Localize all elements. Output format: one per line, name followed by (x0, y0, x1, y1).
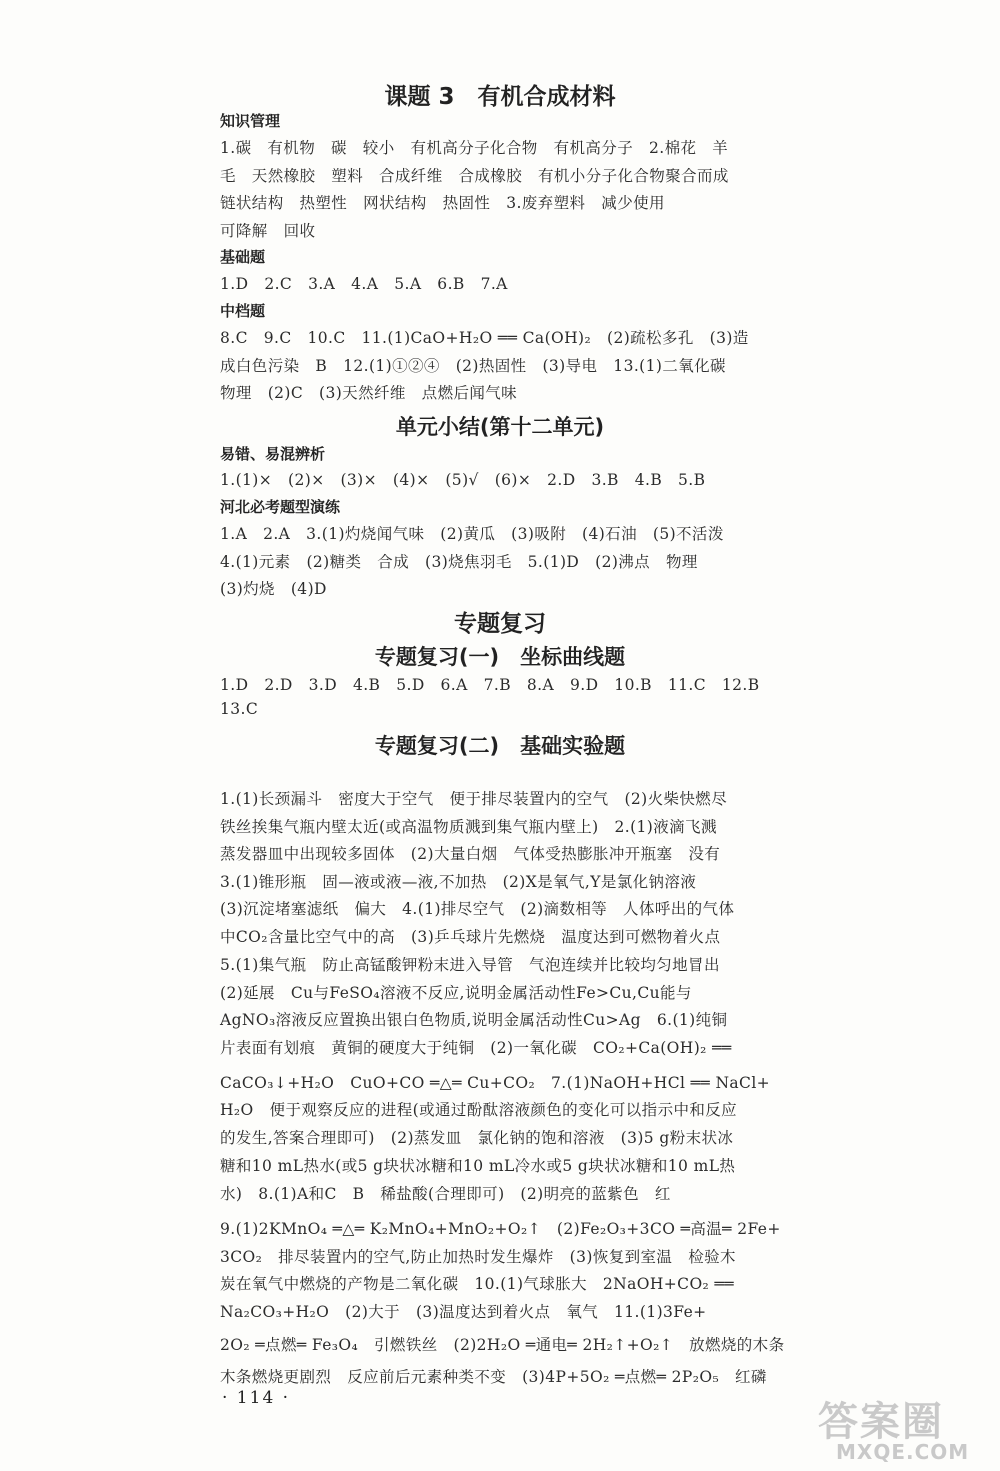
answer-line: 3CO₂ 排尽装置内的空气,防止加热时发生爆炸 (3)恢复到室温 检验木 (220, 1248, 736, 1266)
answer-line: AgNO₃溶液反应置换出银白色物质,说明金属活动性Cu>Ag 6.(1)纯铜 (220, 1011, 728, 1029)
section-medium: 中档题 (220, 302, 266, 320)
answer-line: 炭在氧气中燃烧的产物是二氧化碳 10.(1)气球胀大 2NaOH+CO₂ ══ (220, 1275, 734, 1293)
section-basic: 基础题 (220, 248, 266, 266)
watermark-logo: 答案圈 (818, 1399, 944, 1445)
answer-line: 水) 8.(1)A和C B 稀盐酸(合理即可) (2)明亮的蓝紫色 红 (220, 1185, 671, 1203)
answer-line: 1.D 2.C 3.A 4.A 5.A 6.B 7.A (220, 275, 508, 293)
answer-line: 1.A 2.A 3.(1)灼烧闻气味 (2)黄瓜 (3)吸附 (4)石油 (5)不活泼 (220, 525, 724, 543)
page-number: · 114 · (222, 1388, 291, 1408)
section-hebei: 河北必考题型演练 (220, 498, 341, 516)
section-knowledge: 知识管理 (220, 112, 281, 130)
topic1-title: 专题复习(一) 坐标曲线题 (374, 645, 626, 669)
answer-line: 中CO₂含量比空气中的高 (3)乒乓球片先燃烧 温度达到可燃物着火点 (220, 928, 721, 946)
answer-line: 的发生,答案合理即可) (2)蒸发皿 氯化钠的饱和溶液 (3)5 g粉末状冰 (220, 1129, 734, 1147)
answer-line: 物理 (2)C (3)天然纤维 点燃后闻气味 (220, 384, 518, 402)
answer-line: 成白色污染 B 12.(1)①②④ (2)热固性 (3)导电 13.(1)二氧化碳 (220, 357, 726, 375)
answer-line: (3)沉淀堵塞滤纸 偏大 4.(1)排尽空气 (2)滴数相等 人体呼出的气体 (220, 900, 735, 918)
answer-line: 毛 天然橡胶 塑料 合成纤维 合成橡胶 有机小分子化合物聚合而成 (220, 167, 729, 185)
answer-line: 铁丝挨集气瓶内壁太近(或高温物质溅到集气瓶内壁上) 2.(1)液滴飞溅 (220, 818, 717, 836)
answer-line: 9.(1)2KMnO₄ ═△═ K₂MnO₄+MnO₂+O₂↑ (2)Fe₂O₃+3CO ═高温═ 2Fe+ (220, 1220, 781, 1238)
answer-line: 1.D 2.D 3.D 4.B 5.D 6.A 7.B 8.A 9.D 10.B 11.C 12.B (220, 676, 760, 694)
answer-line: 2O₂ ═点燃═ Fe₃O₄ 引燃铁丝 (2)2H₂O ═通电═ 2H₂↑+O₂↑ 放燃烧的木条 (220, 1336, 785, 1354)
answer-line: 糖和10 mL热水(或5 g块状冰糖和10 mL冷水或5 g块状冰糖和10 mL热 (220, 1157, 736, 1175)
answer-line: 8.C 9.C 10.C 11.(1)CaO+H₂O ══ Ca(OH)₂ (2)疏松多孔 (3)造 (220, 329, 749, 347)
answer-line: 木条燃烧更剧烈 反应前后元素种类不变 (3)4P+5O₂ ═点燃═ 2P₂O₅ 红磷 (220, 1368, 767, 1386)
answer-line: 5.(1)集气瓶 防止高锰酸钾粉末进入导管 气泡连续并比较均匀地冒出 (220, 956, 720, 974)
watermark-url: MXQE.COM (836, 1440, 970, 1464)
answer-line: (3)灼烧 (4)D (220, 580, 327, 598)
unit-summary-title: 单元小结(第十二单元) (395, 415, 605, 439)
lesson-title: 课题 3 有机合成材料 (384, 84, 616, 110)
answer-line: 1.碳 有机物 碳 较小 有机高分子化合物 有机高分子 2.棉花 羊 (220, 139, 729, 157)
answer-line: 13.C (220, 700, 259, 718)
answer-line: 链状结构 热塑性 网状结构 热固性 3.废弃塑料 减少使用 (220, 194, 665, 212)
answer-line: 蒸发器皿中出现较多固体 (2)大量白烟 气体受热膨胀冲开瓶塞 没有 (220, 845, 721, 863)
topic-review-title: 专题复习 (454, 611, 546, 637)
answer-line: 4.(1)元素 (2)糖类 合成 (3)烧焦羽毛 5.(1)D (2)沸点 物理 (220, 553, 698, 571)
answer-line: 片表面有划痕 黄铜的硬度大于纯铜 (2)一氧化碳 CO₂+Ca(OH)₂ ══ (220, 1039, 732, 1057)
answer-line: Na₂CO₃+H₂O (2)大于 (3)温度达到着火点 氧气 11.(1)3Fe+ (220, 1303, 707, 1321)
answer-line: 1.(1)× (2)× (3)× (4)× (5)√ (6)× 2.D 3.B 4.B 5.B (220, 471, 706, 489)
answer-line: 1.(1)长颈漏斗 密度大于空气 便于排尽装置内的空气 (2)火柴快燃尽 (220, 790, 728, 808)
answer-line: (2)延展 Cu与FeSO₄溶液不反应,说明金属活动性Fe>Cu,Cu能与 (220, 984, 692, 1002)
answer-line: CaCO₃↓+H₂O CuO+CO ═△═ Cu+CO₂ 7.(1)NaOH+HCl ══ NaCl+ (220, 1074, 771, 1092)
topic2-title: 专题复习(二) 基础实验题 (374, 734, 626, 758)
answer-line: 可降解 回收 (220, 222, 316, 240)
section-errors: 易错、易混辨析 (220, 445, 326, 463)
answer-line: 3.(1)锥形瓶 固—液或液—液,不加热 (2)X是氧气,Y是氯化钠溶液 (220, 873, 697, 891)
answer-line: H₂O 便于观察反应的进程(或通过酚酞溶液颜色的变化可以指示中和反应 (220, 1101, 738, 1119)
